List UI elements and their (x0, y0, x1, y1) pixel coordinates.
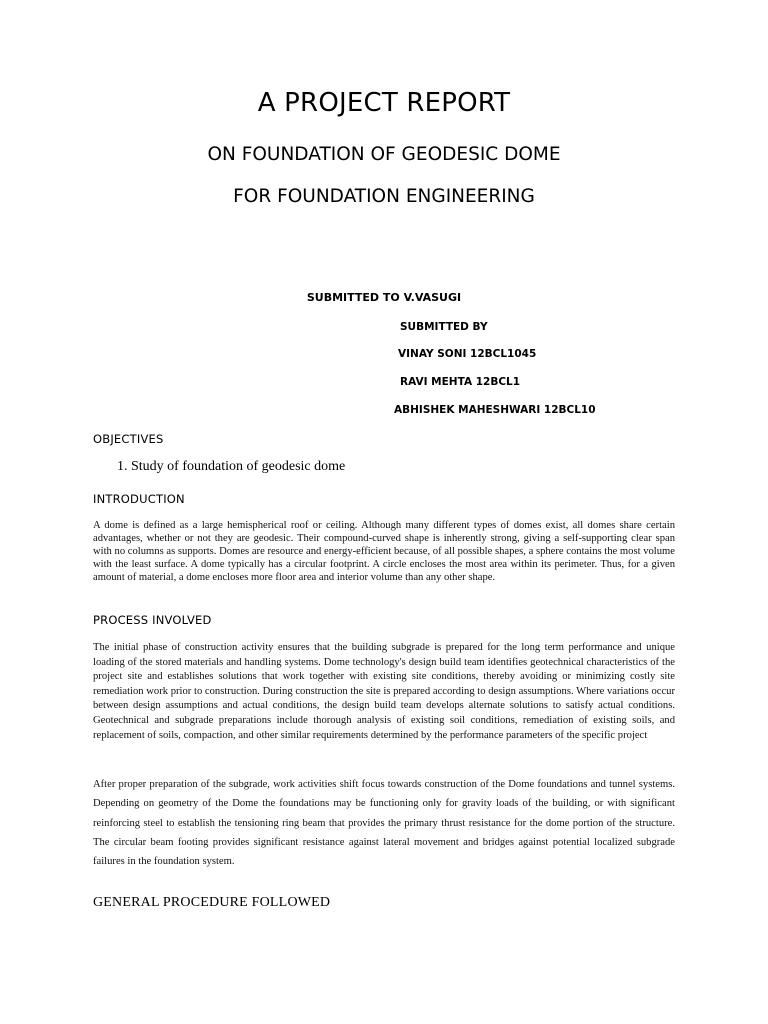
author-name: VINAY SONI 12BCL1045 (398, 348, 537, 360)
introduction-paragraph: A dome is defined as a large hemispherical roof or ceiling. Although many different types of domes exist, all domes share certain advantages, whether or not they are geodesic. Their compound-curved shape is inherently strong, giving a self-supporting clear span with no columns as supports. Domes are resource and energy-efficient because, of all possible shapes, a sphere contains the most volume with the least surface. A dome typically has a circular footprint. A circle encloses the most area within its perimeter. Thus, for a given amount of material, a dome encloses more floor area and interior volume than any other shape. (93, 520, 675, 583)
submitted-to: SUBMITTED TO V.VASUGI (306, 291, 462, 304)
objective-list-item: 1. Study of foundation of geodesic dome (117, 459, 346, 474)
section-heading-process: PROCESS INVOLVED (93, 613, 212, 627)
process-paragraph: The initial phase of construction activity ensures that the building subgrade is prepared for the long term performance and unique loading of the stored materials and handling systems. Dome technology's design build team identifies geotechnical characteristics of the project site and establishes solutions that work together with existing site conditions, thereby avoiding or minimizing costly site remediation work prior to construction. During construction the site is prepared according to design assumptions. Where variations occur between design assumptions and actual conditions, the design build team develops alternate solutions to satisfy actual conditions. Geotechnical and subgrade preparations include thorough analysis of existing soil conditions, remediation of existing soils, and replacement of soils, compaction, and other similar requirements determined by the performance parameters of the specific project (93, 642, 675, 741)
section-heading-introduction: INTRODUCTION (93, 492, 185, 506)
author-name: RAVI MEHTA 12BCL1 (400, 376, 521, 388)
report-subtitle-topic: ON FOUNDATION OF GEODESIC DOME (207, 144, 561, 165)
process-paragraph: After proper preparation of the subgrade, work activities shift focus towards construction of the Dome foundations and tunnel systems. Depending on geometry of the Dome the foundations may be functioning only for gravity loads of the building, or with significant reinforcing steel to establish the tensioning ring beam that provides the primary thrust resistance for the dome portion of the structure. The circular beam footing provides significant resistance against lateral movement and bridges against potential localized subgrade failures in the foundation system. (93, 779, 675, 868)
section-heading-objectives: OBJECTIVES (93, 432, 164, 446)
author-name: ABHISHEK MAHESHWARI 12BCL10 (394, 404, 596, 416)
submitted-by-label: SUBMITTED BY (400, 321, 488, 333)
report-subtitle-course: FOR FOUNDATION ENGINEERING (233, 186, 535, 207)
section-heading-general-procedure: GENERAL PROCEDURE FOLLOWED (93, 895, 331, 910)
report-title: A PROJECT REPORT (257, 88, 511, 118)
